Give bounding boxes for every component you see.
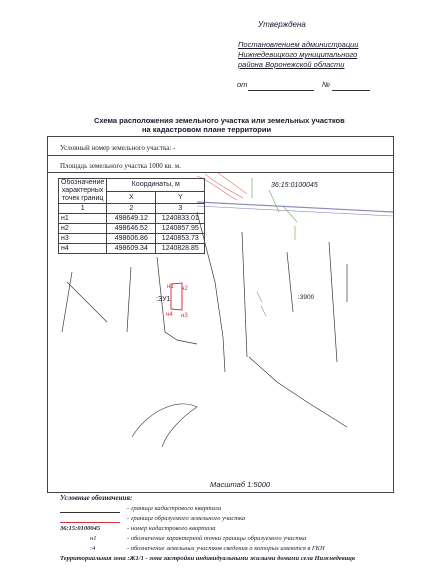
point-n4: н4 xyxy=(166,312,173,318)
point-cell: н4 xyxy=(59,244,107,254)
legend-item-2: - граница образуемого земельного участка xyxy=(127,515,246,522)
legend-symbol-5: :4 xyxy=(90,545,96,552)
x-cell: 498606.86 xyxy=(107,234,156,244)
neighbor-parcel-label: :3900 xyxy=(298,294,315,301)
legend-item-3: - номер кадастрового квартала xyxy=(127,525,216,532)
legend-item-5: - обозначение земельных участков сведения о которых имеются в ГКН xyxy=(127,545,325,552)
y-cell: 1240833.01 xyxy=(156,214,205,224)
approval-line-3: района Воронежской области xyxy=(238,60,345,69)
cadastral-number-text: Условный номер земельного участка: - xyxy=(60,144,176,152)
header-x: X xyxy=(107,191,156,204)
header-col-2: 2 xyxy=(107,204,156,214)
point-n1: н1 xyxy=(167,284,174,290)
stream-line xyxy=(132,404,197,447)
info-divider-1 xyxy=(47,155,393,156)
parcel-boundary-lines xyxy=(197,212,347,427)
y-cell: 1240857.95 xyxy=(156,224,205,234)
approval-line-1: Постановлением администрации xyxy=(238,40,359,49)
road-line xyxy=(197,202,393,212)
approval-number-label: № xyxy=(322,80,331,89)
table-row xyxy=(59,224,205,234)
header-coordinates: Координаты, м xyxy=(107,179,205,192)
legend-title: Условные обозначения: xyxy=(60,494,133,502)
approval-number-line xyxy=(332,90,370,91)
point-cell: н3 xyxy=(59,234,107,244)
zone-description: Территориальная зона :Ж1/1 - зона застройки индивидуальными жилыми домами села Нижнедевицк xyxy=(60,555,356,562)
legend-symbol-3: 36:15:0100045 xyxy=(60,525,101,532)
table-row xyxy=(59,234,205,244)
approval-date-label: от xyxy=(237,80,248,89)
quarter-boundary xyxy=(62,257,197,344)
point-n3: н3 xyxy=(181,313,188,319)
x-cell: 498649.12 xyxy=(107,214,156,224)
coordinates-table xyxy=(58,178,205,254)
quarter-number-label: 36:15:0100045 xyxy=(271,182,318,189)
area-text: Площадь земельного участка 1000 кв. м. xyxy=(60,162,181,170)
legend-item-4: - обозначение характерной точки границы образуемого участка xyxy=(127,535,307,542)
point-cell: н2 xyxy=(59,224,107,234)
header-designation: Обозначение характерных точек границ xyxy=(59,179,107,204)
table-row xyxy=(59,214,205,224)
approval-date-line xyxy=(248,90,314,91)
table-row xyxy=(59,244,205,254)
point-n2: н2 xyxy=(181,286,188,292)
approval-title: Утверждена xyxy=(258,20,306,29)
document-heading-line-1: Схема расположения земельного участка или земельных участков xyxy=(94,116,345,125)
header-col-1: 1 xyxy=(59,204,107,214)
legend-quarter-boundary-symbol xyxy=(60,512,120,513)
approval-line-2: Нижнедевицкого муниципального xyxy=(238,50,358,59)
dashed-green xyxy=(257,292,266,316)
scale-label: Масштаб 1:5000 xyxy=(210,480,271,489)
document-heading-line-2: на кадастровом плане территории xyxy=(142,125,272,134)
legend-parcel-boundary-symbol xyxy=(60,522,120,523)
x-cell: 498646.52 xyxy=(107,224,156,234)
legend-symbol-4: н1 xyxy=(90,535,97,542)
y-cell: 1240828.85 xyxy=(156,244,205,254)
legend-item-1: - граница кадастрового квартала xyxy=(127,505,222,512)
header-y: Y xyxy=(156,191,205,204)
y-cell: 1240853.73 xyxy=(156,234,205,244)
x-cell: 498609.34 xyxy=(107,244,156,254)
header-col-3: 3 xyxy=(156,204,205,214)
point-cell: н1 xyxy=(59,214,107,224)
parcel-label: :ЗУ1 xyxy=(156,296,171,303)
